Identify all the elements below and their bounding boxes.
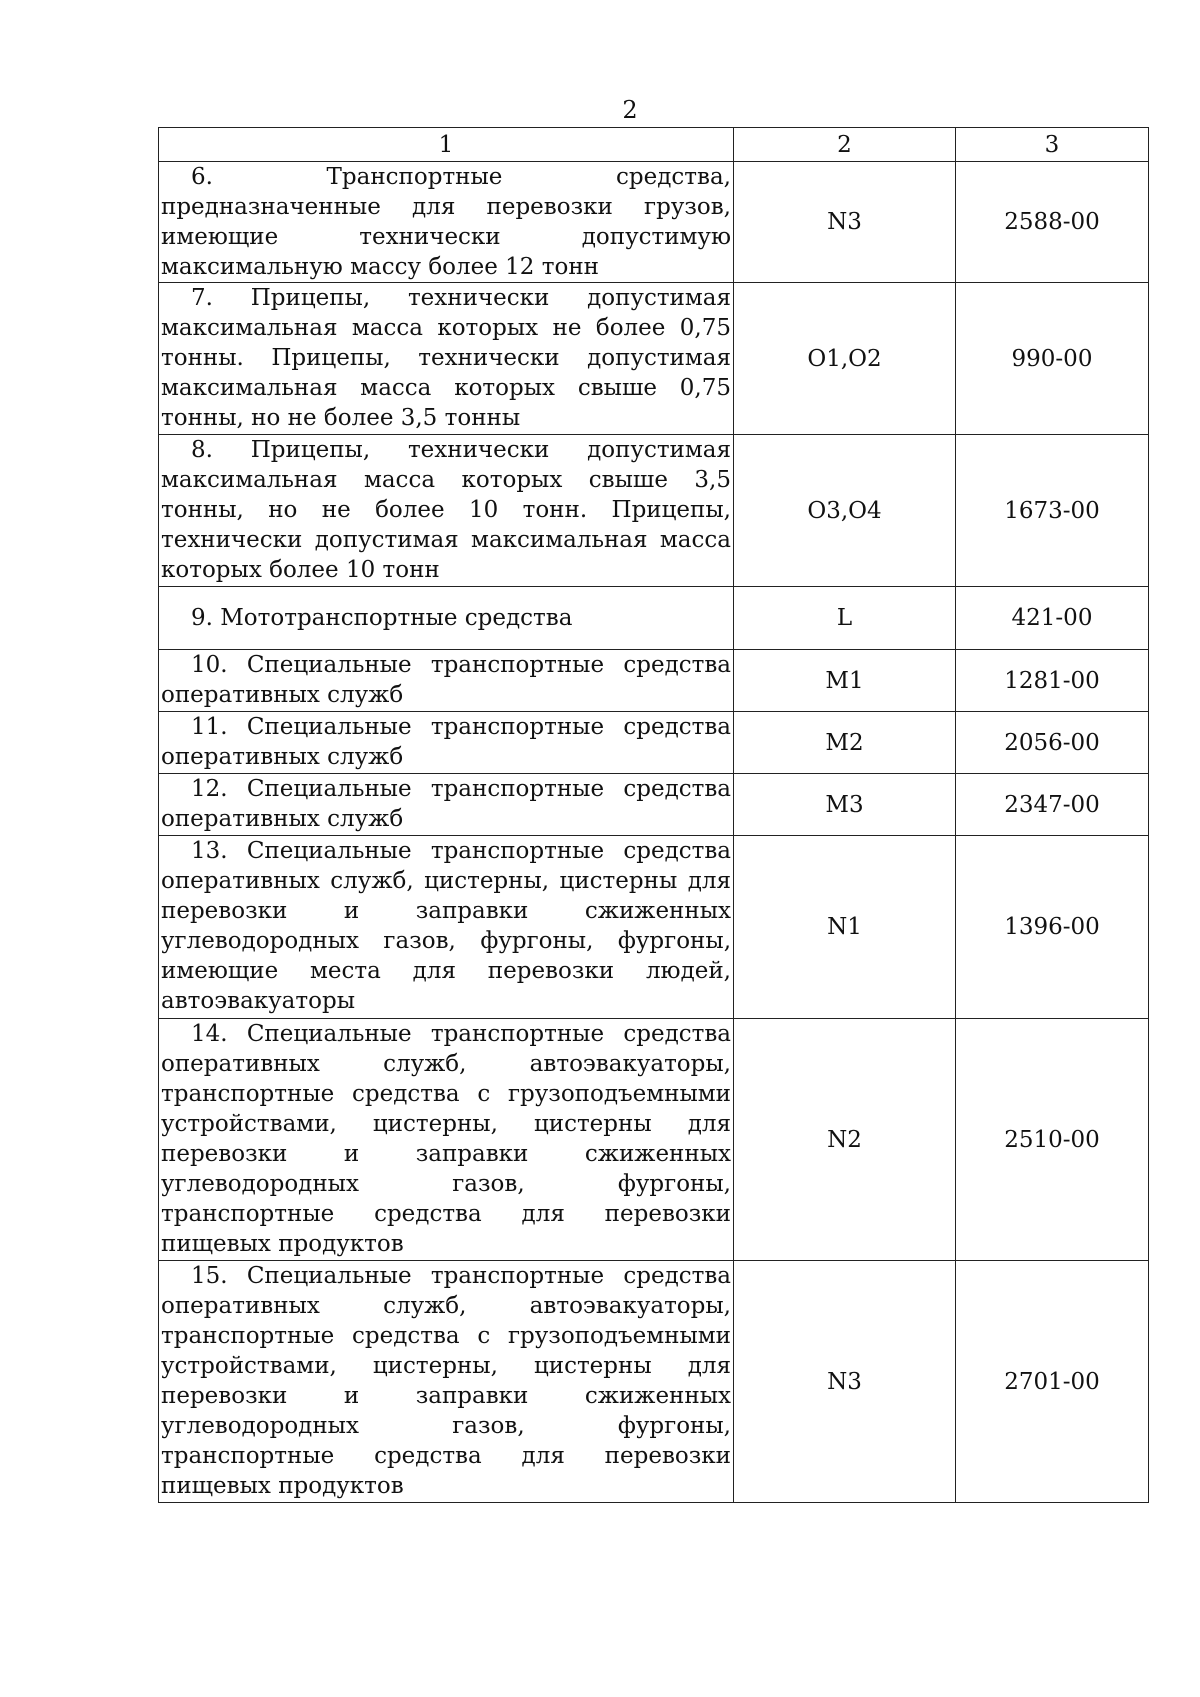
row-fee: 990-00 — [956, 283, 1149, 435]
row-category: N3 — [734, 1261, 956, 1503]
row-fee: 2056-00 — [956, 712, 1149, 774]
page-number: 2 — [622, 96, 638, 124]
row-description: 10. Специальные транспортные средства оперативных служб — [161, 652, 731, 708]
row-category: M2 — [734, 712, 956, 774]
table-row — [159, 774, 1149, 836]
row-fee: 1281-00 — [956, 650, 1149, 712]
row-category: L — [734, 587, 956, 650]
row-fee: 2347-00 — [956, 774, 1149, 836]
row-fee: 2701-00 — [956, 1261, 1149, 1503]
row-fee: 421-00 — [956, 587, 1149, 650]
row-description: 12. Специальные транспортные средства оперативных служб — [161, 776, 731, 832]
row-category: O1,O2 — [734, 283, 956, 435]
row-category: N2 — [734, 1019, 956, 1261]
row-description: 9. Мототранспортные средства — [191, 605, 573, 631]
row-description: 6. Транспортные средства, предназначенные для перевозки грузов, имеющие технически допустимую максимальную массу более 12 тонн — [161, 164, 731, 280]
row-category: M3 — [734, 774, 956, 836]
row-description: 13. Специальные транспортные средства оперативных служб, цистерны, цистерны для перевозки и заправки сжиженных углеводородных газов, фургоны, фургоны, имеющие места для перевозки людей, автоэвакуаторы — [161, 838, 731, 1014]
table-row — [159, 1019, 1149, 1261]
row-fee: 1396-00 — [956, 836, 1149, 1019]
table-row — [159, 435, 1149, 587]
table-row — [159, 162, 1149, 283]
row-fee: 2510-00 — [956, 1019, 1149, 1261]
column-header-1: 1 — [159, 128, 734, 162]
row-description: 8. Прицепы, технически допустимая максимальная масса которых свыше 3,5 тонны, но не более 10 тонн. Прицепы, технически допустимая максимальная масса которых более 10 тонн — [161, 437, 731, 583]
row-category: N1 — [734, 836, 956, 1019]
vehicle-fee-table — [158, 127, 1149, 1503]
table-row — [159, 712, 1149, 774]
column-header-3: 3 — [956, 128, 1149, 162]
row-category: M1 — [734, 650, 956, 712]
table-row — [159, 650, 1149, 712]
table-row — [159, 1261, 1149, 1503]
table-row — [159, 283, 1149, 435]
table-row — [159, 836, 1149, 1019]
row-category: O3,O4 — [734, 435, 956, 587]
row-fee: 1673-00 — [956, 435, 1149, 587]
row-description: 15. Специальные транспортные средства оперативных служб, автоэвакуаторы, транспортные средства с грузоподъемными устройствами, цистерны, цистерны для перевозки и заправки сжиженных углеводородных газов, фургоны, транспортные средства для перевозки пищевых продуктов — [161, 1263, 731, 1499]
row-description: 14. Специальные транспортные средства оперативных служб, автоэвакуаторы, транспортные средства с грузоподъемными устройствами, цистерны, цистерны для перевозки и заправки сжиженных углеводородных газов, фургоны, транспортные средства для перевозки пищевых продуктов — [161, 1021, 731, 1257]
row-description: 7. Прицепы, технически допустимая максимальная масса которых не более 0,75 тонны. Прицепы, технически допустимая максимальная масса которых свыше 0,75 тонны, но не более 3,5 тонны — [161, 285, 731, 431]
row-description: 11. Специальные транспортные средства оперативных служб — [161, 714, 731, 770]
table-header-row — [159, 128, 1149, 162]
column-header-2: 2 — [734, 128, 956, 162]
row-category: N3 — [734, 162, 956, 283]
row-fee: 2588-00 — [956, 162, 1149, 283]
table-row — [159, 587, 1149, 650]
